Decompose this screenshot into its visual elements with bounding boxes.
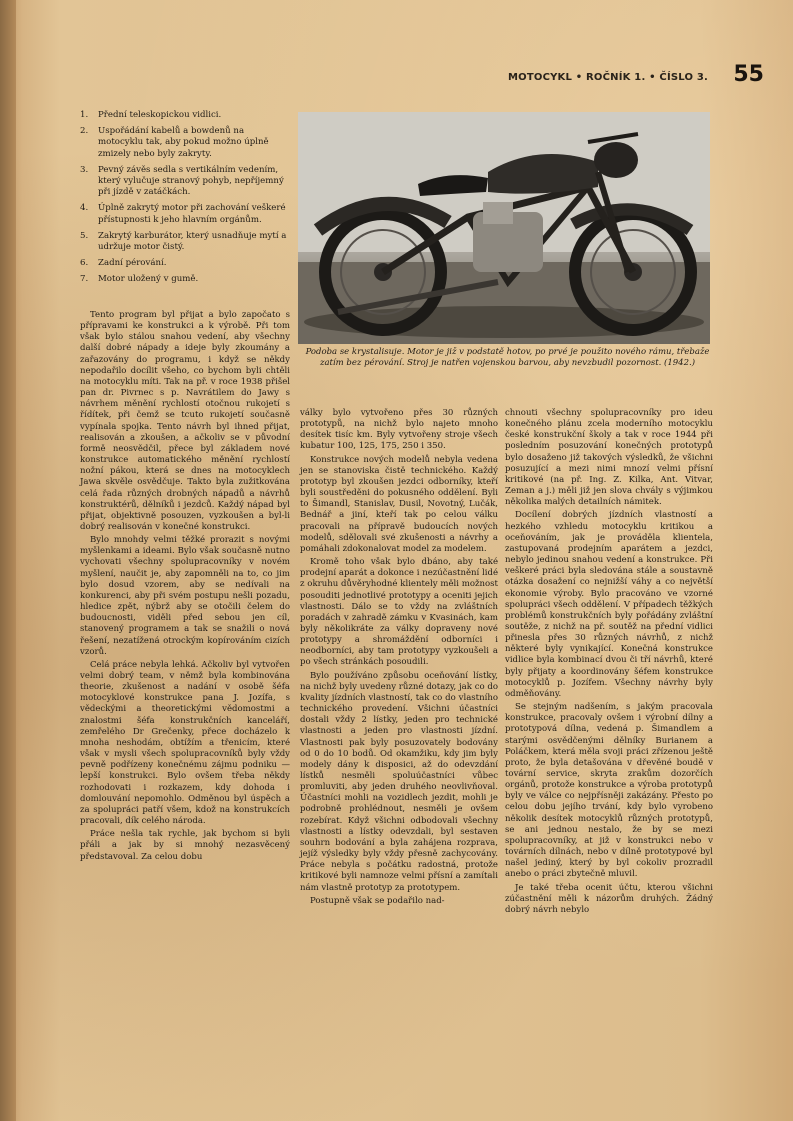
list-item [80,165,290,199]
page-binding-edge [0,0,16,1121]
list-item [80,110,290,121]
list-item-number: 1. [80,110,89,120]
feature-list [80,110,290,291]
list-item-number: 5. [80,230,89,241]
list-item-number: 4. [80,203,89,214]
paragraph: Konstrukce nových modelů nebyla vedena jen se stanoviska čistě technického. Každý prototyp byl zkoušen jezdci odborníky, kteří byli soustředěni do pokusného oddělení. Byli to Šimandl, Stanislav, Dusil, Novotný, Lučák, Bednář a jiní, kteří tak po celou válku pracovali na přípravě budoucích nových modelů, sdělovali své zkušenosti a návrhy a pomáhali zdokonalovat model za modelem. [300,454,498,554]
paragraph: Kromě toho však bylo dbáno, aby také prodejní aparát a dokonce i nezúčastnění lidé z okruhu důvěryhodné klientely měli možnost posouditi jednotlivé prototypy a oceniti jejich vlastnosti. Dálo se to vždy na zvláštních poradách v zahradě zámku v Kvasinách, kam byly několikráte za války dopraveny nové prototypy a shromáždění odborníci i neodborníci, aby tam prototypy vyzkoušeli a po všech stránkách posoudili. [300,557,498,668]
paragraph: Tento program byl přijat a bylo započato s přípravami ke konstrukci a k výrobě. Při tom však bylo stálou snahou vedení, aby všechny další dobré nápady a ideje byly zkoumány a zařazovány do programu, i když se někdy nepodařilo docílit všeho, co bychom byli chtěli na motocyklu míti. Tak na př. v roce 1938 přišel pan dr. Pivrnec s p. Navrátilem do Jawy s návrhem měnění rychlostí otočnou rukojetí s řídítek, při čemž se tcuto rukojetí současně vypínala spojka. Tento návrh byl ihned přijat, realisován a zkoušen, a ačkoliv se v původní formě neosvědčil, přece byl základem nové konstrukce automatického měnění rychlostí nožní pákou, která se dnes na motocyklech Jawa skvěle osvědčuje. Takto byla zužitkována celá řada různých drobných nápadů a návrhů konstruktérů, dělníků i jezdců. Každý nápad byl přijat, objektivně posouzen, vyzkoušen a byl-li dobrý realisován v konečné konstrukci. [80,310,290,532]
list-item-text: Uspořádání kabelů a bowdenů na motocyklu tak, aby pokud možno úplně zmizely nebo byly zakryty. [98,126,269,159]
running-head: MOTOCYKL • ROČNÍK 1. • ČÍSLO 3. [508,72,709,83]
paragraph: Bylo mnohdy velmi těžké prorazit s novými myšlenkami a ideami. Bylo však současně nutno vychovati všechny spolupracovníky v novém myšlení, naučit je, aby zapomněli na to, co jim bylo dosud vzorem, aby se nedívali na konkurenci, aby při svém postupu nešli pozadu, hledice zpět, nýbrž aby se otočili čelem do budoucnosti, viděli před sebou jen cíl, stanovený programem a tak se snažili o nová řešení, nezatížená otrockým kopírováním cizích vzorů. [80,535,290,657]
list-item-text: Motor uložený v gumě. [98,274,199,285]
list-item-text: Úplně zakrytý motor při zachování veškeré přístupnosti k jeho hlavním orgánům. [98,203,286,225]
list-item-text: Zakrytý karburátor, který usnadňuje mytí a udržuje motor čistý. [98,230,287,253]
list-item-number: 2. [80,126,89,137]
text-column-1 [80,310,290,865]
list-item [80,126,290,160]
list-item [80,231,290,253]
list-item-number: 6. [80,258,89,269]
paragraph: Práce nešla tak rychle, jak bychom si byli přáli a jak by si mnohý nezasvěcený představoval. Za celou dobu [80,829,290,862]
paragraph: Bylo používáno způsobu oceňování lístky, na nichž byly uvedeny různé dotazy, jak co do kvality jízdních vlastností, tak co do vlastního technického provedení. Všichni účastníci dostali vždy 2 lístky, jeden pro technické vlastnosti a jeden pro vlastnosti jízdní. Vlastnosti pak byly posuzovately bodovány od 0 do 10 bodů. Od okamžiku, kdy jim byly modely dány k disposici, až do odevzdání lístků nesměli spoluúčastníci vůbec promluviti, aby jeden druhého neovlivňoval. Účastníci mohli na vozidlech jezdit, mohli je podrobně prohlédnout, nesměli je ovšem rozebírat. Když všichni odbodovali všechny vlastnosti a lístky odevzdali, byl sestaven souhrn bodování a byla zahájena rozprava, jejíž výsledky byly vždy přesně zachycovány. Práce nebyla s počátku radostná, protože kritikové byli namnoze velmi přísní a zamítali nám vlastně prototyp za prototypem. [300,670,498,893]
text-column-2 [300,408,498,909]
list-item [80,274,290,285]
list-item-text: Přední teleskopickou vidlici. [98,110,222,120]
page-number: 55 [733,62,764,87]
text-column-3 [505,408,713,918]
photo-caption: Podoba se krystalisuje. Motor je již v podstatě hotov, po prvé je použito nového rámu, třebaže zatím bez pérování. Stroj je natřen vojenskou barvou, aby nevzbudil pozornost. (1942.) [305,347,710,368]
paragraph: Je také třeba ocenit účtu, kterou všichni zúčastnění měli k názorům druhých. Žádný dobrý návrh nebylo [505,882,713,915]
paragraph: Celá práce nebyla lehká. Ačkoliv byl vytvořen velmi dobrý team, v němž byla kombinována theorie, zkušenost a nadání v osobě šéfa motocyklové konstrukce pana J. Jozífa, s vědeckými a theoretickými vědomostmi a znalostmi šéfa konstrukčních kanceláří, zemřelého Dr Grečenky, přece docházelo k mnoha neshodám, obtížím a třenicím, které však v mysli všech spolupracovníků byly vždy pevně podřízeny konečnému zájmu podniku — lepší konstrukci. Bylo ovšem třeba někdy rozhodovati i rozkazem, kdy dohoda i domlouvání nepomohlo. Odměnou byl úspěch a za spolupráci patří všem, kdož na konstrukcích pracovali, dík celého národa. [80,659,290,827]
motorcycle-photo-icon [298,112,710,344]
list-item [80,258,290,269]
list-item [80,203,290,225]
list-item-text: Zadní pérování. [98,258,167,269]
page-header [508,62,764,88]
paragraph: chnouti všechny spolupracovníky pro ideu konečného plánu zcela moderního motocyklu české konstrukční školy a tak v roce 1944 při posledním posuzování konečných prototypů bylo dosaženo již takových výsledků, že všichni posuzující a mezi nimi mnozí velmi přísní kritikové (na př. Ing. Z. Kilka, Ant. Vitvar, Zeman a j.) měli již jen slova chvály s výjimkou několika malých detailních námitek. [505,408,713,508]
paragraph: Docílení dobrých jízdních vlastností a hezkého vzhledu motocyklu kritikou a oceňováním, jak je prováděla klientela, zastupovaná prodejním aparátem a jezdci, nebylo jedinou snahou vedení a konstrukce. Při veškeré práci byla sledována stále a soustavně otázka dosažení co nejnižší váhy a co největší ekonomie výroby. Bylo pracováno ve vzorné spolupráci všech oddělení. V případech těžkých problémů konstrukčních byly pořádány zvláštní soutěže, z nichž na př. soutěž na přední vidlici přinesla přes 30 různých návrhů, z nichž některé byly vynikající. Konečná konstrukce vidlice byla kombinací dvou či tří návrhů, které byly přijaty a koordinovány šéfem konstrukce motocyklů p. Jozífem. Všechny návrhy byly odměňovány. [505,510,713,699]
list-item-number: 7. [80,274,89,285]
list-item-text: Pevný závěs sedla s vertikálním vedením, který vylučuje stranový pohyb, nepříjemný při jízdě v zatáčkách. [98,164,284,198]
paragraph: Postupně však se podařilo nad- [310,895,445,906]
paragraph: Se stejným nadšením, s jakým pracovala konstrukce, pracovaly ovšem i výrobní dílny a prototypová dílna, vedená p. Šimandlem a starými osvědčenými dělníky Burianem a Poláčkem, která měla svoji práci zřízenou ještě proto, že byla detašována v dřevěné boudě v tovární service, skryta zrakům dozorčích orgánů, protože konstrukce a výroba prototypů byly ve válce co nejpřísněji zakázány. Přesto po celou dobu jejího trvání, kdy bylo vyrobeno několik desítek motocyklů různých prototypů, se ani jednou nestalo, že by se mezi spolupracovníky, at již v konstrukci nebo v továrních dílnách, nebo v dílně prototypové byl našel jediný, který by byl cokoliv prozradil anebo o práci zbytečně mluvil. [505,702,713,880]
paragraph: války bylo vytvořeno přes 30 různých prototypů, na nichž bylo najeto mnoho desítek tisíc km. Byly vytvořeny stroje všech kubatur 100, 125, 175, 250 i 350. [300,408,498,452]
motorcycle-photo [298,112,710,344]
list-item-number: 3. [80,164,89,175]
